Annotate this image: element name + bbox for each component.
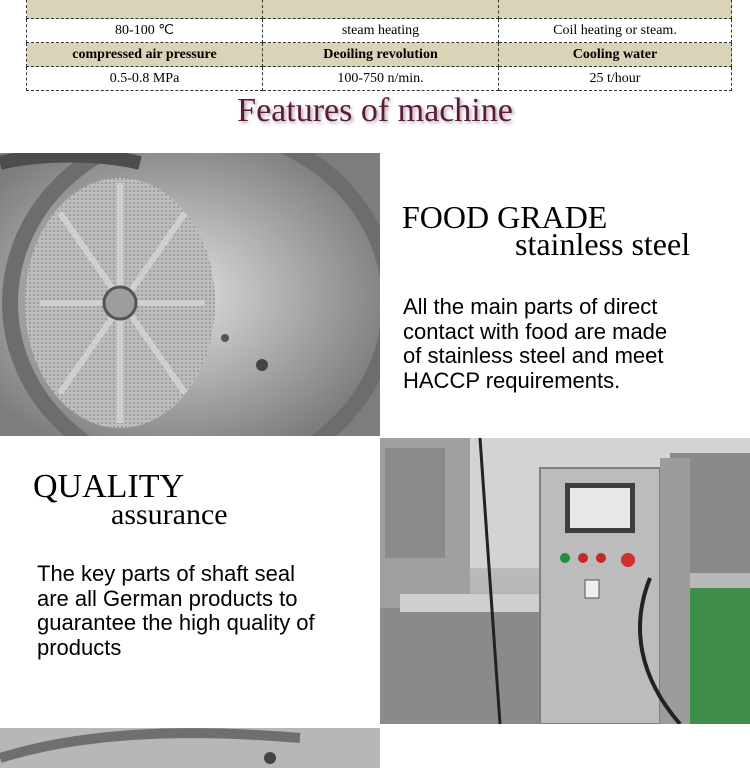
table-header-cell: Deoiling revolution [263,43,499,67]
feature-line: HACCP requirements. [403,367,621,393]
table-cell [27,0,263,19]
feature-description-quality [37,562,377,660]
section-title: Features of machine [237,92,513,129]
feature-line: All the main parts of direct [403,294,658,319]
feature-line: of stainless steel and meet [403,343,664,368]
feature-line: contact with food are made [403,318,668,344]
table-cell [263,0,499,19]
feature-heading-quality [33,470,228,530]
table-header-cell: compressed air pressure [27,43,263,67]
feature-heading-food-grade [402,201,690,260]
table-cell: steam heating [263,19,499,43]
feature-line: guarantee the high quality of [37,610,315,635]
table-cell [499,0,732,19]
table-cell: 25 t/hour [499,67,732,91]
feature-heading-line2: stainless steel [515,226,691,262]
feature-heading-line2: assurance [111,498,228,531]
drum-photo [0,153,380,436]
feature-heading-line1: FOOD GRADE [402,199,608,235]
feature-line: products [37,634,122,660]
table-cell: 100-750 n/min. [263,67,499,91]
spec-table [26,0,732,91]
table-cell: 0.5-0.8 MPa [27,67,263,91]
table-row [27,67,732,91]
bottom-photo [0,728,380,768]
feature-line: The key parts of shaft seal [37,561,296,586]
table-row [27,19,732,43]
table-cell: Coil heating or steam. [499,19,732,43]
feature-line: are all German products to [37,585,298,611]
feature-heading-line1: QUALITY [33,468,185,505]
table-row [27,0,732,19]
table-cell: 80-100 ℃ [27,19,263,43]
machine-photo [380,438,750,724]
feature-description-food-grade [403,295,743,393]
table-row [27,43,732,67]
table-header-cell: Cooling water [499,43,732,67]
